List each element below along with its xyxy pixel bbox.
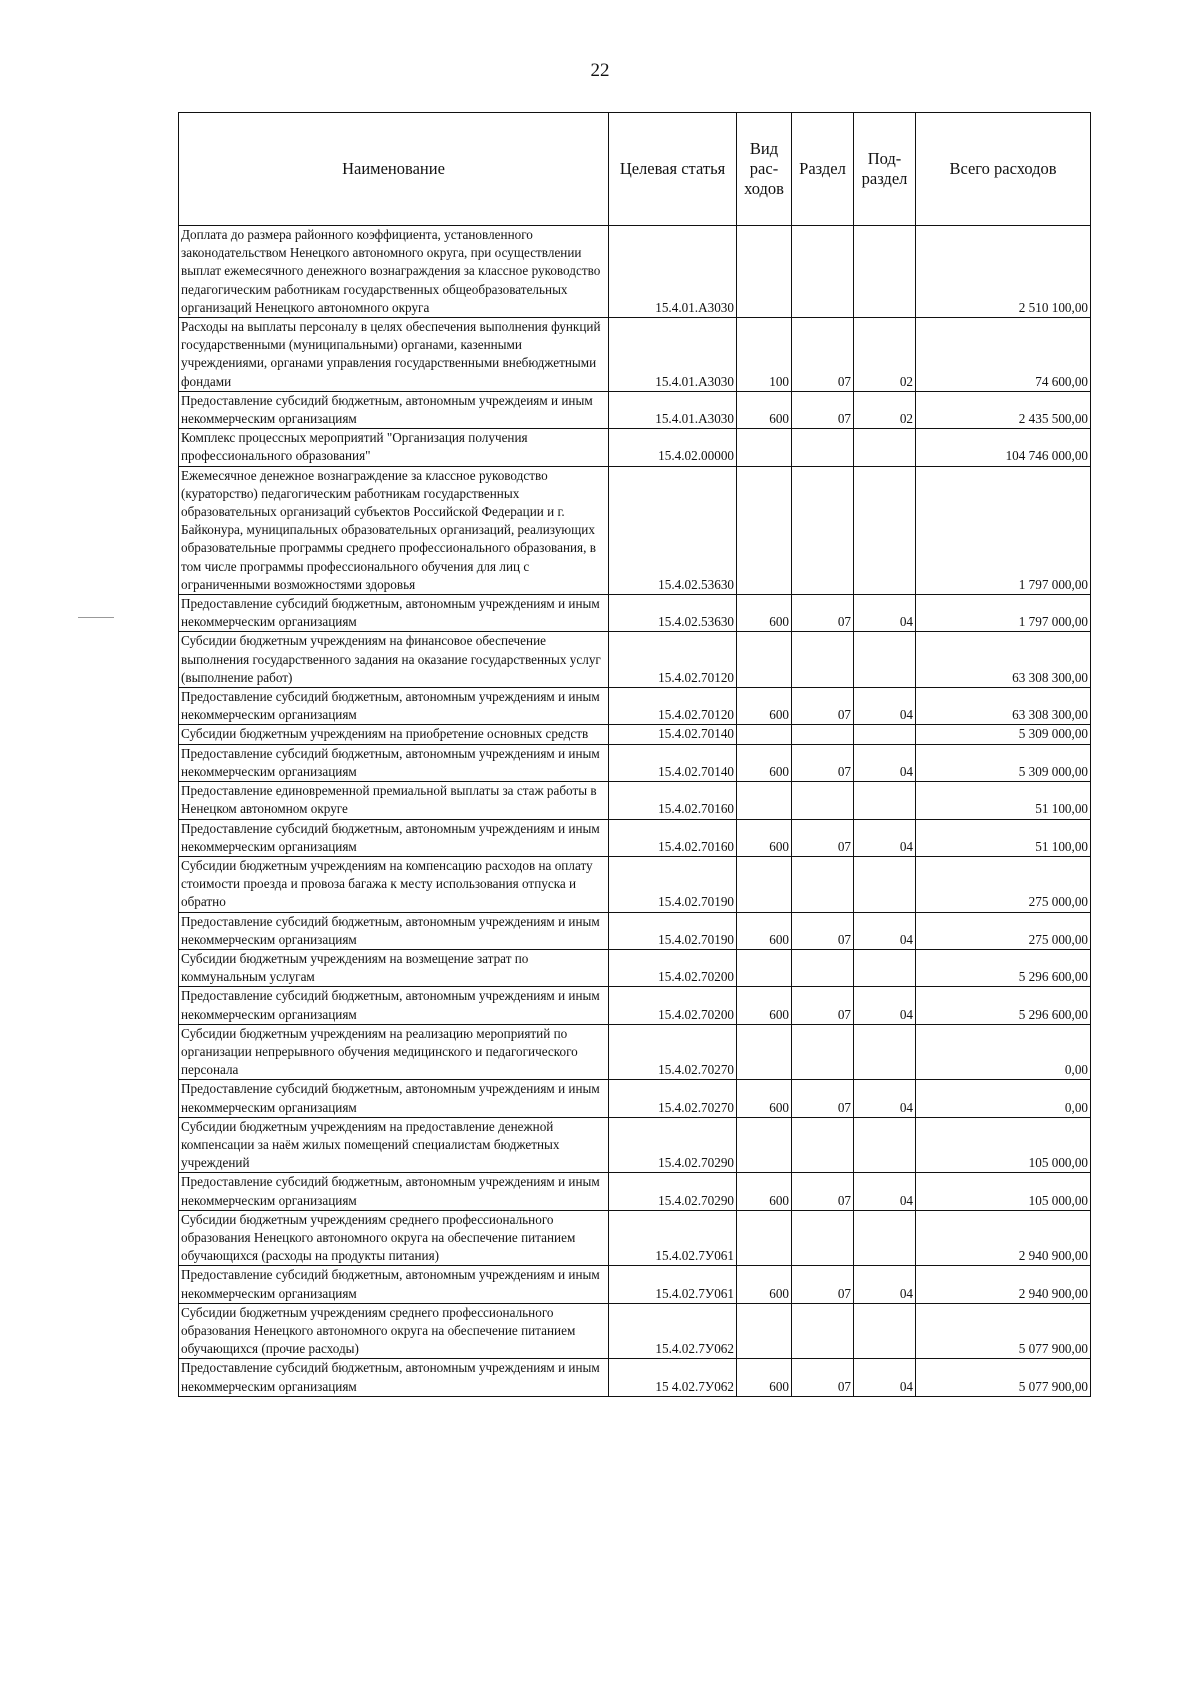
- table-row: [179, 318, 1091, 392]
- table-row: [179, 744, 1091, 781]
- row-total: 5 296 600,00: [916, 987, 1091, 1024]
- row-total: 74 600,00: [916, 318, 1091, 392]
- row-section: [792, 1303, 854, 1359]
- row-subsection: [854, 856, 916, 912]
- row-name: Субсидии бюджетным учреждениям на предоставление денежной компенсации за наём жилых помещений специалистам бюджетных учреждений: [179, 1117, 609, 1173]
- table-row: [179, 856, 1091, 912]
- row-code: 15.4.02.7У061: [609, 1266, 737, 1303]
- row-total: 51 100,00: [916, 819, 1091, 856]
- row-total: 2 940 900,00: [916, 1266, 1091, 1303]
- row-section: [792, 1210, 854, 1266]
- row-code: 15.4.02.70120: [609, 632, 737, 688]
- row-code: 15.4.01.А3030: [609, 318, 737, 392]
- row-total: 105 000,00: [916, 1117, 1091, 1173]
- row-name: Ежемесячное денежное вознаграждение за классное руководство (кураторство) педагогическим работникам государственных образовательных организаций субъектов Российской Федерации и г. Байконура, муниципальных образовательных организаций, реализующих образовательные программы среднего профессионального образования, в том числе программы профессионального обучения для лиц с ограниченными возможностями здоровья: [179, 466, 609, 594]
- row-expense-type: [737, 856, 792, 912]
- row-code: 15.4.02.53630: [609, 466, 737, 594]
- row-total: 104 746 000,00: [916, 429, 1091, 466]
- row-total: 51 100,00: [916, 782, 1091, 819]
- row-expense-type: 600: [737, 1359, 792, 1396]
- row-code: 15.4.02.70120: [609, 688, 737, 725]
- row-code: 15.4.02.53630: [609, 595, 737, 632]
- row-subsection: [854, 1303, 916, 1359]
- row-code: 15.4.01.А3030: [609, 226, 737, 318]
- row-section: [792, 466, 854, 594]
- row-section: [792, 782, 854, 819]
- row-subsection: 02: [854, 391, 916, 428]
- row-section: 07: [792, 1359, 854, 1396]
- row-name: Доплата до размера районного коэффициента, установленного законодательством Ненецкого автономного округа, при осуществлении выплат ежемесячного денежного вознаграждения за классное руководство педагогическим работникам государственных общеобразовательных организаций Ненецкого автономного округа: [179, 226, 609, 318]
- header-target-article: Целевая статья: [609, 113, 737, 226]
- table-row: [179, 595, 1091, 632]
- row-name: Субсидии бюджетным учреждениям на возмещение затрат по коммунальным услугам: [179, 949, 609, 986]
- row-subsection: 04: [854, 688, 916, 725]
- row-subsection: 04: [854, 1173, 916, 1210]
- row-expense-type: 600: [737, 391, 792, 428]
- row-name: Расходы на выплаты персоналу в целях обеспечения выполнения функций государственными (муниципальными) органами, казенными учреждениями, органами управления государственными внебюджетными фондами: [179, 318, 609, 392]
- row-expense-type: 600: [737, 912, 792, 949]
- row-subsection: [854, 1024, 916, 1080]
- table-row: [179, 725, 1091, 744]
- row-section: 07: [792, 912, 854, 949]
- header-section: Раздел: [792, 113, 854, 226]
- row-expense-type: 600: [737, 987, 792, 1024]
- row-section: [792, 429, 854, 466]
- table-row: [179, 1024, 1091, 1080]
- row-subsection: [854, 1210, 916, 1266]
- table-row: [179, 1173, 1091, 1210]
- row-expense-type: 600: [737, 688, 792, 725]
- header-expense-type: Вид рас- ходов: [737, 113, 792, 226]
- row-total: 105 000,00: [916, 1173, 1091, 1210]
- table-row: [179, 1266, 1091, 1303]
- header-total: Всего расходов: [916, 113, 1091, 226]
- row-name: Предоставление субсидий бюджетным, автономным учреждениям и иным некоммерческим организациям: [179, 912, 609, 949]
- row-code: 15.4.02.7У062: [609, 1303, 737, 1359]
- row-code: 15.4.01.А3030: [609, 391, 737, 428]
- row-total: 5 309 000,00: [916, 725, 1091, 744]
- row-expense-type: 600: [737, 595, 792, 632]
- row-code: 15 4.02.7У062: [609, 1359, 737, 1396]
- row-total: 5 309 000,00: [916, 744, 1091, 781]
- row-expense-type: [737, 949, 792, 986]
- row-section: 07: [792, 595, 854, 632]
- row-section: 07: [792, 318, 854, 392]
- table-row: [179, 1359, 1091, 1396]
- row-name: Субсидии бюджетным учреждениям на финансовое обеспечение выполнения государственного задания на оказание государственных услуг (выполнение работ): [179, 632, 609, 688]
- row-subsection: 04: [854, 987, 916, 1024]
- row-expense-type: 600: [737, 1080, 792, 1117]
- row-code: 15.4.02.70270: [609, 1024, 737, 1080]
- row-code: 15.4.02.70140: [609, 725, 737, 744]
- row-expense-type: 600: [737, 1266, 792, 1303]
- table-row: [179, 632, 1091, 688]
- row-section: [792, 949, 854, 986]
- row-name: Предоставление единовременной премиальной выплаты за стаж работы в Ненецком автономном округе: [179, 782, 609, 819]
- row-total: 5 077 900,00: [916, 1303, 1091, 1359]
- row-name: Предоставление субсидий бюджетным, автономным учреждениям и иным некоммерческим организациям: [179, 688, 609, 725]
- row-total: 275 000,00: [916, 912, 1091, 949]
- row-expense-type: [737, 632, 792, 688]
- row-total: 2 435 500,00: [916, 391, 1091, 428]
- table-row: [179, 226, 1091, 318]
- row-subsection: 04: [854, 912, 916, 949]
- table-row: [179, 987, 1091, 1024]
- row-code: 15.4.02.70140: [609, 744, 737, 781]
- row-expense-type: [737, 1303, 792, 1359]
- row-total: 63 308 300,00: [916, 632, 1091, 688]
- row-name: Субсидии бюджетным учреждениям среднего профессионального образования Ненецкого автономного округа на обеспечение питанием обучающихся (прочие расходы): [179, 1303, 609, 1359]
- row-name: Предоставление субсидий бюджетным, автономным учреждениям и иным некоммерческим организациям: [179, 744, 609, 781]
- row-name: Субсидии бюджетным учреждениям среднего профессионального образования Ненецкого автономного округа на обеспечение питанием обучающихся (расходы на продукты питания): [179, 1210, 609, 1266]
- row-name: Субсидии бюджетным учреждениям на реализацию мероприятий по организации непрерывного обучения медицинского и педагогического персонала: [179, 1024, 609, 1080]
- row-name: Предоставление субсидий бюджетным, автономным учреждениям и иным некоммерческим организациям: [179, 1080, 609, 1117]
- row-total: 275 000,00: [916, 856, 1091, 912]
- header-subsection: Под- раздел: [854, 113, 916, 226]
- page-number: 22: [590, 60, 610, 81]
- row-section: 07: [792, 1080, 854, 1117]
- row-expense-type: 600: [737, 744, 792, 781]
- row-section: 07: [792, 819, 854, 856]
- margin-mark: [78, 617, 114, 618]
- row-subsection: 02: [854, 318, 916, 392]
- row-expense-type: 600: [737, 819, 792, 856]
- row-subsection: 04: [854, 1359, 916, 1396]
- row-section: 07: [792, 1266, 854, 1303]
- table-row: [179, 782, 1091, 819]
- row-expense-type: 600: [737, 1173, 792, 1210]
- row-subsection: [854, 949, 916, 986]
- row-code: 15.4.02.70270: [609, 1080, 737, 1117]
- row-subsection: [854, 429, 916, 466]
- row-code: 15.4.02.70290: [609, 1117, 737, 1173]
- table-body: [179, 226, 1091, 1397]
- row-section: 07: [792, 744, 854, 781]
- row-expense-type: [737, 429, 792, 466]
- row-section: 07: [792, 1173, 854, 1210]
- row-section: [792, 226, 854, 318]
- row-total: 0,00: [916, 1024, 1091, 1080]
- table-row: [179, 819, 1091, 856]
- table-row: [179, 688, 1091, 725]
- row-name: Предоставление субсидий бюджетным, автономным учреждениям и иным некоммерческим организациям: [179, 595, 609, 632]
- table-row: [179, 912, 1091, 949]
- row-subsection: [854, 466, 916, 594]
- row-total: 5 296 600,00: [916, 949, 1091, 986]
- row-code: 15.4.02.70200: [609, 949, 737, 986]
- row-name: Комплекс процессных мероприятий "Организация получения профессионального образования": [179, 429, 609, 466]
- row-subsection: [854, 725, 916, 744]
- row-section: [792, 1024, 854, 1080]
- row-total: 2 940 900,00: [916, 1210, 1091, 1266]
- row-code: 15.4.02.7У061: [609, 1210, 737, 1266]
- row-total: 63 308 300,00: [916, 688, 1091, 725]
- row-name: Предоставление субсидий бюджетным, автономным учреждениям и иным некоммерческим организациям: [179, 1266, 609, 1303]
- row-code: 15.4.02.70160: [609, 819, 737, 856]
- row-total: 1 797 000,00: [916, 595, 1091, 632]
- row-name: Субсидии бюджетным учреждениям на компенсацию расходов на оплату стоимости проезда и провоза багажа к месту использования отпуска и обратно: [179, 856, 609, 912]
- row-subsection: 04: [854, 595, 916, 632]
- row-expense-type: [737, 782, 792, 819]
- table-row: [179, 391, 1091, 428]
- row-section: [792, 856, 854, 912]
- row-expense-type: [737, 1024, 792, 1080]
- row-expense-type: [737, 226, 792, 318]
- row-code: 15.4.02.70190: [609, 856, 737, 912]
- row-expense-type: 100: [737, 318, 792, 392]
- row-name: Субсидии бюджетным учреждениям на приобретение основных средств: [179, 725, 609, 744]
- row-subsection: 04: [854, 1266, 916, 1303]
- table-row: [179, 429, 1091, 466]
- header-name: Наименование: [179, 113, 609, 226]
- row-section: 07: [792, 987, 854, 1024]
- row-section: [792, 632, 854, 688]
- row-name: Предоставление субсидий бюджетным, автономным учреждениям и иным некоммерческим организациям: [179, 819, 609, 856]
- row-subsection: [854, 782, 916, 819]
- row-code: 15.4.02.70190: [609, 912, 737, 949]
- table-row: [179, 949, 1091, 986]
- budget-table: [178, 112, 1091, 1397]
- row-name: Предоставление субсидий бюджетным, автономным учреждеиям и иным некоммерческим организациям: [179, 391, 609, 428]
- row-expense-type: [737, 1210, 792, 1266]
- row-section: [792, 725, 854, 744]
- row-subsection: [854, 1117, 916, 1173]
- row-subsection: 04: [854, 819, 916, 856]
- row-expense-type: [737, 466, 792, 594]
- row-subsection: 04: [854, 744, 916, 781]
- row-code: 15.4.02.00000: [609, 429, 737, 466]
- row-total: 2 510 100,00: [916, 226, 1091, 318]
- row-name: Предоставление субсидий бюджетным, автономным учреждениям и иным некоммерческим организациям: [179, 1173, 609, 1210]
- row-code: 15.4.02.70160: [609, 782, 737, 819]
- row-code: 15.4.02.70200: [609, 987, 737, 1024]
- row-total: 1 797 000,00: [916, 466, 1091, 594]
- row-code: 15.4.02.70290: [609, 1173, 737, 1210]
- table-row: [179, 1303, 1091, 1359]
- row-subsection: 04: [854, 1080, 916, 1117]
- row-expense-type: [737, 725, 792, 744]
- row-total: 5 077 900,00: [916, 1359, 1091, 1396]
- row-subsection: [854, 226, 916, 318]
- table-header-row: [179, 113, 1091, 226]
- row-section: 07: [792, 688, 854, 725]
- table-row: [179, 466, 1091, 594]
- row-expense-type: [737, 1117, 792, 1173]
- table-row: [179, 1117, 1091, 1173]
- row-total: 0,00: [916, 1080, 1091, 1117]
- row-section: 07: [792, 391, 854, 428]
- row-subsection: [854, 632, 916, 688]
- row-name: Предоставление субсидий бюджетным, автономным учреждениям и иным некоммерческим организациям: [179, 1359, 609, 1396]
- row-section: [792, 1117, 854, 1173]
- table-row: [179, 1210, 1091, 1266]
- row-name: Предоставление субсидий бюджетным, автономным учреждениям и иным некоммерческим организациям: [179, 987, 609, 1024]
- table-row: [179, 1080, 1091, 1117]
